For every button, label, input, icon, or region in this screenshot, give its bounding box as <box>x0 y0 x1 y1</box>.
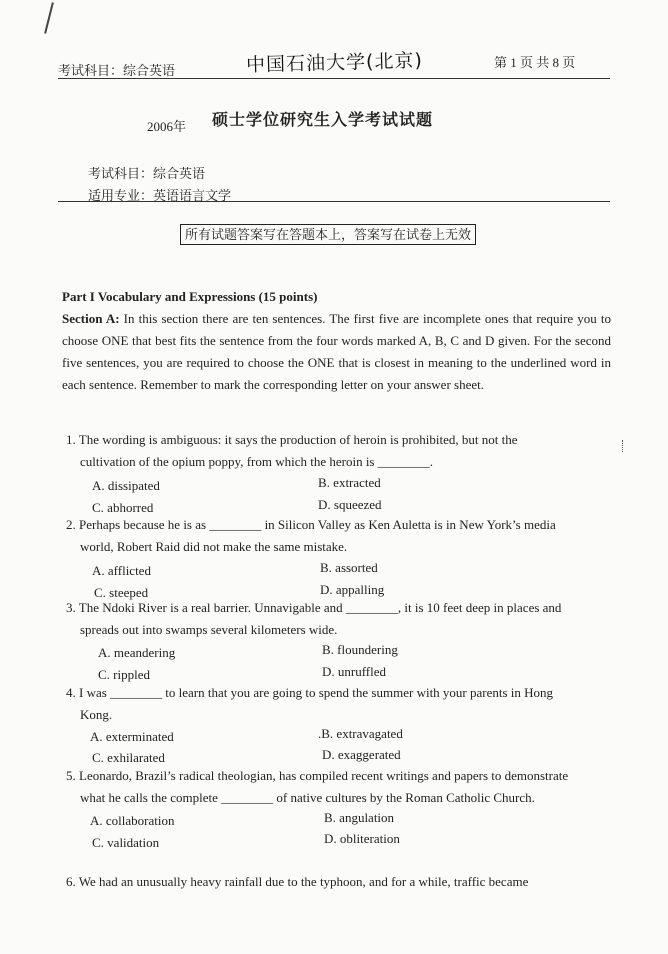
pen-stroke-mark <box>44 2 54 34</box>
option-5d: D. obliteration <box>324 831 400 846</box>
option-5a: A. collaboration <box>90 813 175 828</box>
question-line: 6. We had an unusually heavy rainfall due to the typhoon, and for a while, traffic became <box>66 874 529 889</box>
exam-major: 适用专业：英语语言文学 <box>88 188 232 203</box>
exam-title: 硕士学位研究生入学考试试题 <box>212 112 434 129</box>
question-line: 2. Perhaps because he is as ________ in Silicon Valley as Ken Auletta is in New York’s media <box>66 517 556 532</box>
question-4 <box>66 682 612 726</box>
question-5 <box>66 765 612 809</box>
option-3c: C. rippled <box>98 667 150 682</box>
exam-year: 2006年 <box>147 119 187 134</box>
question-1 <box>66 429 612 473</box>
question-6 <box>66 871 612 893</box>
exam-subject: 考试科目：综合英语 <box>88 166 206 181</box>
question-3 <box>66 597 612 641</box>
header-university-handwritten: 中国石油大学(北京) <box>245 49 424 77</box>
option-4a: A. exterminated <box>90 729 174 744</box>
option-4c: C. exhilarated <box>92 750 165 765</box>
question-line: 4. I was ________ to learn that you are going to spend the summer with your parents in Hong <box>66 685 554 700</box>
header-page-info: 第 1 页 共 8 页 <box>494 55 576 70</box>
question-line: Kong. <box>80 707 113 722</box>
question-line: 3. The Ndoki River is a real barrier. Unnavigable and ________, it is 10 feet deep in places and <box>66 600 562 615</box>
option-3b: B. floundering <box>322 642 398 657</box>
question-2 <box>66 514 612 558</box>
option-4d: D. exaggerated <box>322 747 401 762</box>
option-5b: B. angulation <box>324 810 395 825</box>
question-line: 1. The wording is ambiguous: it says the production of heroin is prohibited, but not the <box>66 432 518 447</box>
question-line: cultivation of the opium poppy, from which the heroin is ________. <box>80 454 433 469</box>
margin-mark <box>622 440 626 452</box>
option-2a: A. afflicted <box>92 563 151 578</box>
question-line: spreads out into swamps several kilometers wide. <box>80 622 338 637</box>
option-3a: A. meandering <box>98 645 176 660</box>
option-2d: D. appalling <box>320 582 385 597</box>
section-label: Section A: <box>62 311 120 326</box>
header-subject: 考试科目：综合英语 <box>58 63 176 78</box>
option-3d: D. unruffled <box>322 664 387 679</box>
instructions-text: In this section there are ten sentences. The first five are incomplete ones that require you to choose ONE that best fits the sentence from the four words marked A, B, C and D given. For the second five sentences, you are required to choose the ONE that is closest in meaning to the underlined word in each sentence. Remember to mark the corresponding letter on your answer sheet. <box>62 311 611 392</box>
option-1d: D. squeezed <box>318 497 382 512</box>
option-1c: C. abhorred <box>92 500 154 515</box>
option-1b: B. extracted <box>318 475 381 490</box>
option-4b: .B. extravagated <box>318 726 403 741</box>
part-title: Part I Vocabulary and Expressions (15 points) <box>62 289 318 304</box>
option-1a: A. dissipated <box>92 478 160 493</box>
option-5c: C. validation <box>92 835 160 850</box>
question-line: 5. Leonardo, Brazil’s radical theologian, has compiled recent writings and papers to demonstrate <box>66 768 569 783</box>
meta-divider <box>58 201 610 202</box>
option-2b: B. assorted <box>320 560 378 575</box>
section-instructions <box>62 308 611 396</box>
header-divider <box>58 78 610 79</box>
option-2c: C. steeped <box>94 585 149 600</box>
question-line: world, Robert Raid did not make the same mistake. <box>80 539 348 554</box>
answer-notice-box: 所有试题答案写在答题本上，答案写在试卷上无效 <box>180 224 476 245</box>
question-line: what he calls the complete ________ of native cultures by the Roman Catholic Church. <box>80 790 535 805</box>
